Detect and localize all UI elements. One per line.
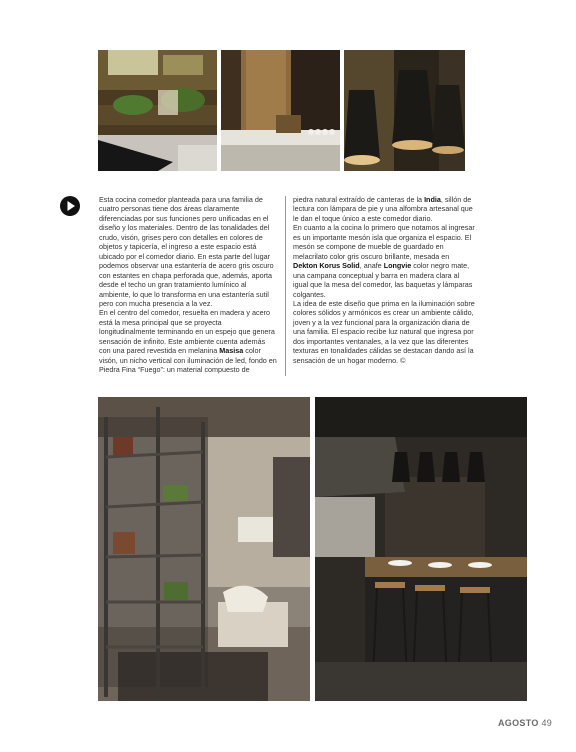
photo-wall-sink	[221, 50, 340, 171]
photo-pendant-lamps	[344, 50, 465, 171]
right-paragraph: piedra natural extraído de canteras de la India, sillón de lectura con lámpara de pie y una alfombra artesanal que le dan el toque único a este comedor diario.	[293, 195, 473, 223]
article-left-column	[99, 195, 277, 375]
photo-kitchen-herbs	[98, 50, 217, 171]
left-paragraph: Esta cocina comedor planteada para una familia de cuatro personas tiene dos áreas claramente diferenciadas por sus funciones pero unificadas en el diseño y los materiales. Dentro de las tonalidades del crudo, visón, grises pero con detalles en colores de objetos y tapicería, el ingreso a este espacio está ubicado por el comedor diario. En esta parte del lugar podemos observar una estantería de acero gris oscuro con estantes en chapa perforada que, además, aporta desde el techo un gran tratamiento lumínico al ambiente, lo que lo transforma en una estantería sutil pero con mucha presencia a la vez.	[99, 195, 274, 308]
brand-name: Longvie	[383, 261, 412, 271]
brand-name: Dekton Korus Solid	[293, 261, 360, 271]
right-paragraph: En cuanto a la cocina lo primero que notamos al ingresar es un importante mesón isla que organiza el espacio. El mesón se compone de mueble de guardado en melacrilato color gris oscuro brillante, mesada en Dekton Korus Solid, anafe Longvie color negro mate, una campana conceptual y barra en madera clara al igual que la mesa del comedor, las baquetas y lámparas colgantes.	[293, 223, 475, 299]
right-paragraphs	[293, 195, 475, 365]
page-folio	[498, 718, 552, 728]
folio-month: AGOSTO	[498, 718, 539, 728]
left-paragraph: En el centro del comedor, resuelta en madera y acero está la mesa principal que se proyecta longitudinalmente terminando en un espejo que genera sensación de infinito. Este ambiente cuenta además con una pared revestida en melanina Masisa color visón, un nicho vertical con iluminación de led, fondo en Piedra Fina “Fuego”: un material compuesto de	[99, 308, 277, 375]
brand-name: Masisa	[219, 346, 244, 356]
folio-page-number: 49	[541, 718, 553, 728]
right-paragraph: La idea de este diseño que prima en la iluminación sobre colores sólidos y armónicos es crear un ambiente cálido, joven y a la vez funcional para la organización diaria de una familia. El espacio recibe luz natural que ingresa por dos importantes ventanales, a la vez que las diferentes texturas en tonalidades cálidas se destacan dando así la sensación de un hogar moderno. ©	[293, 298, 475, 365]
brand-name: India	[424, 195, 441, 204]
play-icon	[60, 196, 80, 216]
article-right-column	[293, 195, 475, 365]
photo-kitchen-island	[315, 397, 527, 701]
left-paragraphs	[99, 195, 277, 375]
photo-dining-shelving	[98, 397, 310, 701]
column-divider	[285, 196, 286, 376]
